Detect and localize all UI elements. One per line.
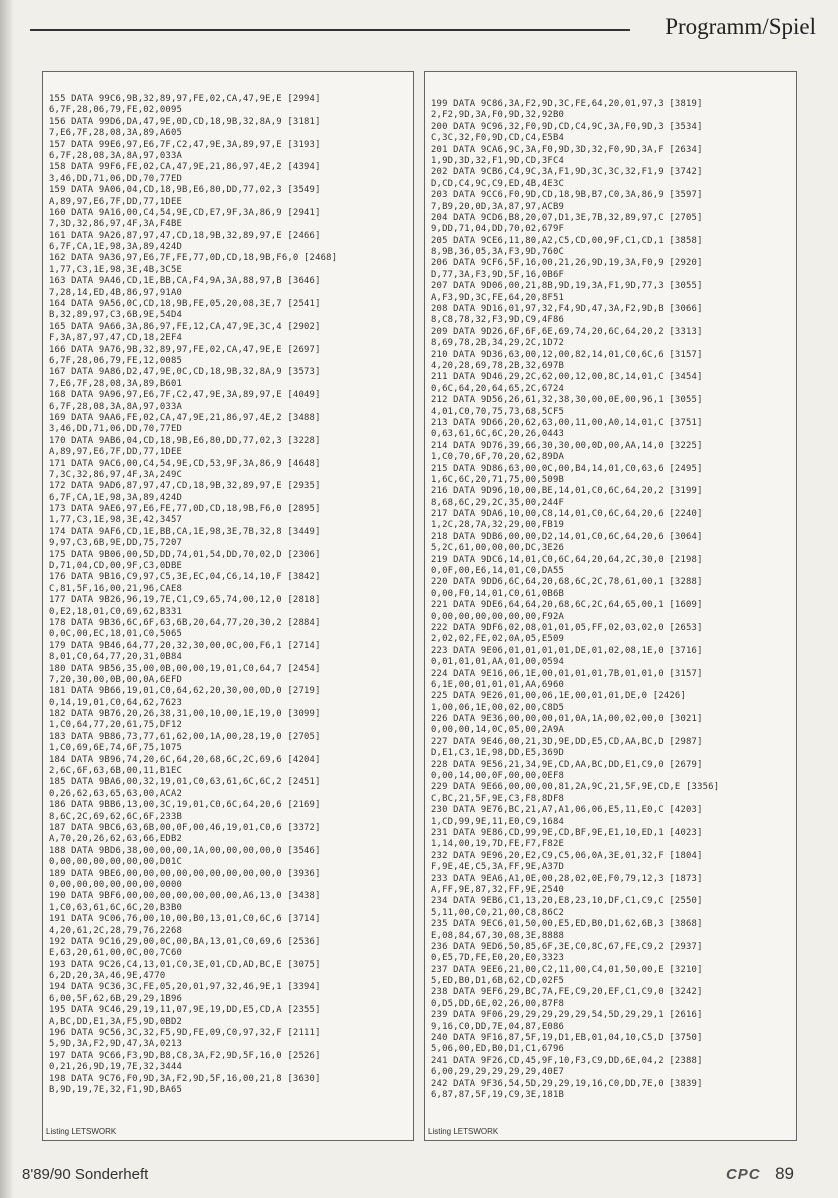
listing-line: 227 DATA 9E46,00,21,3D,9E,DD,E5,CD,AA,BC,D [2987] — [431, 736, 703, 747]
listing-line: E,63,20,61,00,0C,00,7C60 — [49, 948, 183, 959]
listing-line: 9,16,C0,DD,7E,04,87,E086 — [431, 1021, 565, 1032]
page-number: 89 — [775, 1164, 794, 1183]
listing-line: 1,00,06,1E,00,02,00,C8D5 — [431, 702, 565, 713]
cpc-logo: CPC — [725, 1166, 761, 1183]
listing-line: A,F3,9D,3C,FE,64,20,8F51 — [431, 292, 565, 303]
listing-line: 174 DATA 9AF6,CD,1E,BB,CA,1E,98,3E,7B,32,8 [3449] — [49, 526, 321, 537]
listing-line: 182 DATA 9B76,20,26,38,31,00,10,00,1E,19,0 [3099] — [49, 709, 321, 720]
listing-line: 216 DATA 9D96,10,00,BE,14,01,C0,6C,64,20,2 [3199] — [431, 486, 703, 497]
listing-line: 7,B9,20,0D,3A,87,97,ACB9 — [431, 201, 565, 212]
listing-line: 169 DATA 9AA6,FE,02,CA,47,9E,21,86,97,4E,2 [3488] — [49, 412, 321, 423]
listing-line: 191 DATA 9C06,76,00,10,00,B0,13,01,C0,6C,6 [3714] — [49, 914, 321, 925]
listing-line: 8,68,6C,29,2C,35,00,244F — [431, 497, 565, 508]
listing-lines-left — [49, 94, 409, 1096]
listing-line: 229 DATA 9E66,00,00,00,81,2A,9C,21,5F,9E,CD,E [3356] — [431, 782, 720, 793]
listing-line: F,9E,4E,C5,3A,FF,9E,A37D — [431, 862, 565, 873]
listing-line: D,CD,C4,9C,C9,ED,4B,4E3C — [431, 178, 565, 189]
listing-line: 8,9B,36,05,3A,F3,9D,760C — [431, 247, 565, 258]
listing-line: 0,00,F0,14,01,C0,61,0B6B — [431, 588, 565, 599]
listing-line: 4,20,61,2C,28,79,76,2268 — [49, 925, 183, 936]
listing-line: 175 DATA 9B06,00,5D,DD,74,01,54,DD,70,02,D [2306] — [49, 549, 321, 560]
listing-line: 158 DATA 99F6,FE,02,CA,47,9E,21,86,97,4E,2 [4394] — [49, 162, 321, 173]
listing-line: C,81,5F,16,00,21,96,CAE8 — [49, 583, 183, 594]
page-section-title: Programm/Spiel — [665, 14, 816, 39]
listing-line: 161 DATA 9A26,87,97,47,CD,18,9B,32,89,97,E [2466] — [49, 230, 321, 241]
listing-line: 240 DATA 9F16,87,5F,19,D1,EB,01,04,10,C5,D [3750] — [431, 1033, 703, 1044]
listing-line: 2,F2,9D,3A,F0,9D,32,92B0 — [431, 110, 565, 121]
listing-line: 6,2D,20,3A,46,9E,4770 — [49, 971, 166, 982]
listing-line: 194 DATA 9C36,3C,FE,05,20,01,97,32,46,9E,1 [3394] — [49, 982, 321, 993]
page-binding-shadow — [0, 0, 14, 1198]
listing-line: 0,26,62,63,65,63,00,ACA2 — [49, 788, 183, 799]
listing-line: A,70,20,26,62,63,66,EDB2 — [49, 834, 183, 845]
listing-line: 6,00,5F,62,6B,29,29,1B96 — [49, 993, 183, 1004]
listing-line: 217 DATA 9DA6,10,00,C8,14,01,C0,6C,64,20,6 [2240] — [431, 509, 703, 520]
listing-line: 186 DATA 9BB6,13,00,3C,19,01,C0,6C,64,20,6 [2169] — [49, 800, 321, 811]
listing-line: 207 DATA 9D06,00,21,8B,9D,19,3A,F1,9D,77,3 [3055] — [431, 281, 703, 292]
listing-line: 177 DATA 9B26,96,19,7E,C1,C9,65,74,00,12,0 [2818] — [49, 595, 321, 606]
listing-line: 167 DATA 9A86,D2,47,9E,0C,CD,18,9B,32,8A,9 [3573] — [49, 367, 321, 378]
listing-line: 236 DATA 9ED6,50,85,6F,3E,C0,8C,67,FE,C9,2 [2937] — [431, 941, 703, 952]
listing-line: 9,DD,71,04,DD,70,02,679F — [431, 224, 565, 235]
listing-line: 235 DATA 9EC6,01,50,00,E5,ED,B0,D1,62,6B,3 [3868] — [431, 919, 703, 930]
listing-line: 6,7F,28,06,79,FE,12,0085 — [49, 355, 183, 366]
listing-line: 208 DATA 9D16,01,97,32,F4,9D,47,3A,F2,9D,B [3066] — [431, 304, 703, 315]
listing-line: 6,1E,00,01,01,01,AA,6960 — [431, 679, 565, 690]
listing-line: D,E1,C3,1E,98,DD,E5,369D — [431, 748, 565, 759]
listing-line: 205 DATA 9CE6,11,80,A2,C5,CD,00,9F,C1,CD,1 [3858] — [431, 235, 703, 246]
listing-line: 5,9D,3A,F2,9D,47,3A,0213 — [49, 1039, 183, 1050]
listing-line: A,FF,9E,87,32,FF,9E,2540 — [431, 884, 565, 895]
listing-line: 172 DATA 9AD6,87,97,47,CD,18,9B,32,89,97,E [2935] — [49, 481, 321, 492]
listing-line: 157 DATA 99E6,97,E6,7F,C2,47,9E,3A,89,97,E [3193] — [49, 139, 321, 150]
listing-line: 155 DATA 99C6,9B,32,89,97,FE,02,CA,47,9E,E [2994] — [49, 94, 321, 104]
listing-line: 195 DATA 9C46,29,19,11,07,9E,19,DD,E5,CD,A [2355] — [49, 1005, 321, 1016]
listing-line: B,32,89,97,C3,6B,9E,54D4 — [49, 310, 183, 321]
listing-line: 7,28,14,ED,4B,86,97,91A0 — [49, 287, 183, 298]
listing-line: 187 DATA 9BC6,63,6B,00,0F,00,46,19,01,C0,6 [3372] — [49, 823, 321, 833]
listing-line: 210 DATA 9D36,63,00,12,00,82,14,01,C0,6C,6 [3157] — [431, 349, 703, 360]
listing-line: 0,E5,7D,FE,E0,20,E0,3323 — [431, 953, 565, 964]
listing-line: 8,C8,78,32,F3,9D,C9,4F86 — [431, 315, 565, 326]
listing-lines-right — [431, 99, 792, 1101]
listing-line: 2,6C,6F,63,6B,00,11,B1EC — [49, 766, 183, 777]
listing-line: 6,7F,28,08,3A,8A,97,033A — [49, 401, 183, 412]
listing-line: 189 DATA 9BE6,00,00,00,00,00,00,00,00,00,0 [3936] — [49, 868, 321, 879]
listing-line: 1,C0,63,61,6C,6C,20,B3B0 — [49, 902, 183, 913]
listing-line: 0,00,00,00,00,00,00,F92A — [431, 611, 565, 622]
listing-line: B,9D,19,7E,32,F1,9D,BA65 — [49, 1084, 183, 1095]
listing-line: 226 DATA 9E36,00,00,00,01,0A,1A,00,02,00,0 [3021] — [431, 714, 703, 725]
listing-line: F,3A,87,97,47,CD,18,2EF4 — [49, 333, 183, 344]
listing-line: 3,46,DD,71,06,DD,70,77ED — [49, 424, 183, 435]
listing-line: 201 DATA 9CA6,9C,3A,F0,9D,3D,32,F0,9D,3A,F [2634] — [431, 144, 703, 155]
listing-caption-right: Listing LETSWORK — [428, 1127, 499, 1136]
page-footer-right — [726, 1164, 794, 1184]
listing-panel-left — [42, 71, 414, 1141]
listing-line: 198 DATA 9C76,F0,9D,3A,F2,9D,5F,16,00,21,8 [3630] — [49, 1073, 321, 1084]
listing-line: 165 DATA 9A66,3A,86,97,FE,12,CA,47,9E,3C,4 [2902] — [49, 321, 321, 332]
listing-line: 188 DATA 9BD6,38,00,00,00,1A,00,00,00,00,0 [3546] — [49, 845, 321, 856]
listing-line: 197 DATA 9C66,F3,9D,B8,C8,3A,F2,9D,5F,16,0 [2526] — [49, 1050, 321, 1061]
listing-line: 156 DATA 99D6,DA,47,9E,0D,CD,18,9B,32,8A,9 [3181] — [49, 116, 321, 127]
listing-line: 1,9D,3D,32,F1,9D,CD,3FC4 — [431, 155, 565, 166]
listing-line: 171 DATA 9AC6,00,C4,54,9E,CD,53,9F,3A,86,9 [4648] — [49, 458, 321, 469]
listing-line: 0,21,26,9D,19,7E,32,3444 — [49, 1062, 183, 1073]
listing-line: 8,6C,2C,69,62,6C,6F,233B — [49, 811, 183, 822]
listing-line: 230 DATA 9E76,BC,21,A7,A1,06,06,E5,11,E0,C [4203] — [431, 805, 703, 816]
listing-line: 202 DATA 9CB6,C4,9C,3A,F1,9D,3C,3C,32,F1,9 [3742] — [431, 167, 703, 178]
issue-label: 8'89/90 Sonderheft — [22, 1166, 149, 1183]
listing-line: 9,97,C3,6B,9E,DD,75,7207 — [49, 538, 183, 549]
listing-line: 224 DATA 9E16,06,1E,00,01,01,01,7B,01,01,0 [3157] — [431, 668, 703, 679]
listing-line: 214 DATA 9D76,39,66,30,30,00,0D,00,AA,14,0 [3225] — [431, 440, 703, 451]
listing-line: 223 DATA 9E06,01,01,01,01,DE,01,02,08,1E,0 [3716] — [431, 645, 703, 656]
listing-line: 5,06,00,ED,B0,D1,C1,6796 — [431, 1044, 565, 1055]
listing-line: 162 DATA 9A36,97,E6,7F,FE,77,0D,CD,18,9B,F6,0 [2468] — [49, 253, 338, 264]
listing-line: 0,0F,00,E6,14,01,C0,DA55 — [431, 566, 565, 577]
listing-line: 233 DATA 9EA6,A1,0E,00,28,02,0E,F0,79,12,3 [1873] — [431, 873, 703, 884]
listing-line: 1,CD,99,9E,11,E0,C9,1684 — [431, 816, 565, 827]
listing-line: 180 DATA 9B56,35,00,0B,00,00,19,01,C0,64,7 [2454] — [49, 663, 321, 674]
listing-line: 213 DATA 9D66,20,62,63,00,11,00,A0,14,01,C [3751] — [431, 417, 703, 428]
listing-line: 4,01,C0,70,75,73,68,5CF5 — [431, 406, 565, 417]
listing-line: 237 DATA 9EE6,21,00,C2,11,00,C4,01,50,00,E [3210] — [431, 964, 703, 975]
listing-line: 2,02,02,FE,02,0A,05,E509 — [431, 634, 565, 645]
listing-line: 185 DATA 9BA6,00,32,19,01,C0,63,61,6C,6C,2 [2451] — [49, 777, 321, 788]
listing-line: 211 DATA 9D46,29,2C,62,00,12,00,8C,14,01,C [3454] — [431, 372, 703, 383]
listing-line: 228 DATA 9E56,21,34,9E,CD,AA,BC,DD,E1,C9,0 [2679] — [431, 759, 703, 770]
listing-line: 209 DATA 9D26,6F,6F,6E,69,74,20,6C,64,20,2 [3313] — [431, 326, 703, 337]
listing-line: 7,20,30,00,0B,00,0A,6EFD — [49, 674, 183, 685]
listing-line: 7,E6,7F,28,08,3A,89,B601 — [49, 378, 183, 389]
listing-line: 203 DATA 9CC6,F0,9D,CD,18,9B,B7,C0,3A,86,9 [3597] — [431, 190, 703, 201]
listing-line: 6,7F,CA,1E,98,3A,89,424D — [49, 492, 183, 503]
listing-line: 1,2C,28,7A,32,29,00,FB19 — [431, 520, 565, 531]
listing-line: 170 DATA 9AB6,04,CD,18,9B,E6,80,DD,77,02,3 [3228] — [49, 435, 321, 446]
listing-line: D,71,04,CD,00,9F,C3,0DBE — [49, 561, 183, 572]
listing-line: A,89,97,E6,7F,DD,77,1DEE — [49, 196, 183, 207]
listing-line: 164 DATA 9A56,0C,CD,18,9B,FE,05,20,08,3E,7 [2541] — [49, 299, 321, 310]
listing-line: 166 DATA 9A76,9B,32,89,97,FE,02,CA,47,9E,E [2697] — [49, 344, 321, 355]
listing-line: 183 DATA 9B86,73,77,61,62,00,1A,00,28,19,0 [2705] — [49, 731, 321, 742]
listing-line: C,3C,32,F0,9D,CD,C4,E5B4 — [431, 133, 565, 144]
listing-line: 204 DATA 9CD6,B8,20,07,D1,3E,7B,32,89,97,C [2705] — [431, 212, 703, 223]
listing-line: 7,3D,32,86,97,4F,3A,F4BE — [49, 219, 183, 230]
listing-line: 206 DATA 9CF6,5F,16,00,21,26,9D,19,3A,F0,9 [2920] — [431, 258, 703, 269]
listing-line: 0,0C,00,EC,18,01,C0,5065 — [49, 629, 183, 640]
listing-line: 4,20,28,69,78,2B,32,697B — [431, 360, 565, 371]
listing-line: 0,00,00,00,00,00,00,0000 — [49, 879, 183, 890]
listing-line: 232 DATA 9E96,20,E2,C9,C5,06,0A,3E,01,32,F [1804] — [431, 850, 703, 861]
listing-line: 6,00,29,29,29,29,29,40E7 — [431, 1067, 565, 1078]
listing-line: 220 DATA 9DD6,6C,64,20,68,6C,2C,78,61,00,1 [3288] — [431, 577, 703, 588]
listing-line: 242 DATA 9F36,54,5D,29,29,19,16,C0,DD,7E,0 [3839] — [431, 1078, 703, 1089]
listing-line: 1,14,00,19,7D,FE,F7,F82E — [431, 839, 565, 850]
listing-line: 215 DATA 9D86,63,00,0C,00,B4,14,01,C0,63,6 [2495] — [431, 463, 703, 474]
listing-line: 0,00,00,00,00,00,00,D01C — [49, 857, 183, 868]
listing-line: 184 DATA 9B96,74,20,6C,64,20,68,6C,2C,69,6 [4204] — [49, 754, 321, 765]
listing-line: 239 DATA 9F06,29,29,29,29,29,54,5D,29,29,1 [2616] — [431, 1010, 703, 1021]
listing-line: 176 DATA 9B16,C9,97,C5,3E,EC,04,C6,14,10,F [3842] — [49, 572, 321, 583]
listing-line: 1,C0,69,6E,74,6F,75,1075 — [49, 743, 183, 754]
listing-line: 219 DATA 9DC6,14,01,C0,6C,64,20,64,2C,30,0 [2198] — [431, 554, 703, 565]
listing-line: 238 DATA 9EF6,29,BC,7A,FE,C9,20,EF,C1,C9,0 [3242] — [431, 987, 703, 998]
listing-line: 159 DATA 9A06,04,CD,18,9B,E6,80,DD,77,02,3 [3549] — [49, 185, 321, 196]
listing-line: 0,E2,18,01,C0,69,62,B331 — [49, 606, 183, 617]
listing-line: 1,C0,64,77,20,61,75,DF12 — [49, 720, 183, 731]
listing-line: D,77,3A,F3,9D,5F,16,0B6F — [431, 269, 565, 280]
listing-line: 0,00,00,14,0C,05,00,2A9A — [431, 725, 565, 736]
listing-line: 0,14,19,01,C0,64,62,7623 — [49, 697, 183, 708]
listing-line: 6,87,87,5F,19,C9,3E,181B — [431, 1089, 565, 1100]
listing-line: 173 DATA 9AE6,97,E6,FE,77,0D,CD,18,9B,F6,0 [2895] — [49, 504, 321, 515]
listing-line: 168 DATA 9A96,97,E6,7F,C2,47,9E,3A,89,97,E [4049] — [49, 390, 321, 401]
listing-line: 234 DATA 9EB6,C1,13,20,E8,23,10,DF,C1,C9,C [2550] — [431, 896, 703, 907]
listing-line: 221 DATA 9DE6,64,64,20,68,6C,2C,64,65,00,1 [1609] — [431, 600, 703, 611]
listing-line: 190 DATA 9BF6,00,00,00,00,00,00,00,A6,13,0 [3438] — [49, 891, 321, 902]
listing-line: 7,E6,7F,28,08,3A,89,A605 — [49, 128, 183, 139]
listing-line: 181 DATA 9B66,19,01,C0,64,62,20,30,00,0D,0 [2719] — [49, 686, 321, 697]
listing-line: 5,11,00,C0,21,00,C8,86C2 — [431, 907, 565, 918]
listing-line: 6,7F,CA,1E,98,3A,89,424D — [49, 242, 183, 253]
listing-line: 1,77,C3,1E,98,3E,42,3457 — [49, 515, 183, 526]
listing-line: 178 DATA 9B36,6C,6F,63,6B,20,64,77,20,30,2 [2884] — [49, 617, 321, 628]
listing-line: 225 DATA 9E26,01,00,06,1E,00,01,01,DE,0 [2426] — [431, 691, 686, 702]
listing-line: 3,46,DD,71,06,DD,70,77ED — [49, 173, 183, 184]
listing-line: 179 DATA 9B46,64,77,20,32,30,00,0C,00,F6,1 [2714] — [49, 640, 321, 651]
listing-line: 199 DATA 9C86,3A,F2,9D,3C,FE,64,20,01,97,3 [3819] — [431, 99, 703, 109]
listing-line: 218 DATA 9DB6,00,00,D2,14,01,C0,6C,64,20,6 [3064] — [431, 531, 703, 542]
listing-line: 222 DATA 9DF6,02,08,01,01,05,FF,02,03,02,0 [2653] — [431, 622, 703, 633]
listing-line: 160 DATA 9A16,00,C4,54,9E,CD,E7,9F,3A,86,9 [2941] — [49, 207, 321, 218]
listing-line: C,BC,21,5F,9E,C3,F8,8DF8 — [431, 793, 565, 804]
listing-line: E,08,84,67,30,08,3E,8888 — [431, 930, 565, 941]
listing-line: 196 DATA 9C56,3C,32,F5,9D,FE,09,C0,97,32,F [2111] — [49, 1028, 321, 1039]
listing-line: 8,01,C0,64,77,20,31,0B84 — [49, 652, 183, 663]
listing-line: 0,63,61,6C,6C,20,26,0443 — [431, 429, 565, 440]
listing-panel-right — [424, 71, 797, 1141]
listing-line: 192 DATA 9C16,29,00,0C,00,BA,13,01,C0,69,6 [2536] — [49, 936, 321, 947]
listing-line: 6,7F,28,08,3A,8A,97,033A — [49, 150, 183, 161]
listing-line: 0,00,14,00,0F,00,00,0EF8 — [431, 771, 565, 782]
listing-line: 0,6C,64,20,64,65,2C,6724 — [431, 383, 565, 394]
listing-line: 1,77,C3,1E,98,3E,4B,3C5E — [49, 264, 183, 275]
listing-line: 7,3C,32,86,97,4F,3A,249C — [49, 469, 183, 480]
listing-line: 1,C0,70,6F,70,20,62,89DA — [431, 452, 565, 463]
listing-line: 231 DATA 9E86,CD,99,9E,CD,BF,9E,E1,10,ED,1 [4023] — [431, 828, 703, 838]
listing-line: 212 DATA 9D56,26,61,32,38,30,00,0E,00,96,1 [3055] — [431, 395, 703, 406]
listing-line: 0,D5,DD,6E,02,26,00,87F8 — [431, 998, 565, 1009]
listing-line: 8,69,78,2B,34,29,2C,1D72 — [431, 338, 565, 349]
listing-line: 200 DATA 9C96,32,F0,9D,CD,C4,9C,3A,F0,9D,3 [3534] — [431, 121, 703, 132]
listing-caption-left: Listing LETSWORK — [46, 1127, 117, 1136]
listing-line: A,BC,DD,E1,3A,F5,9D,0BD2 — [49, 1016, 183, 1027]
listing-line: 6,7F,28,06,79,FE,02,0095 — [49, 105, 183, 116]
listing-line: A,89,97,E6,7F,DD,77,1DEE — [49, 447, 183, 458]
listing-line: 1,6C,6C,20,71,75,00,509B — [431, 474, 565, 485]
header-rule — [30, 29, 630, 31]
listing-line: 193 DATA 9C26,C4,13,01,C0,3E,01,CD,AD,BC,E [3075] — [49, 959, 321, 970]
listing-line: 5,ED,B0,D1,6B,62,CD,02F5 — [431, 976, 565, 987]
listing-line: 241 DATA 9F26,CD,45,9F,10,F3,C9,DD,6E,04,2 [2388] — [431, 1055, 703, 1066]
listing-line: 163 DATA 9A46,CD,1E,BB,CA,F4,9A,3A,88,97,B [3646] — [49, 276, 321, 287]
listing-line: 0,01,01,01,AA,01,00,0594 — [431, 657, 565, 668]
listing-line: 5,2C,61,00,00,00,DC,3E26 — [431, 543, 565, 554]
